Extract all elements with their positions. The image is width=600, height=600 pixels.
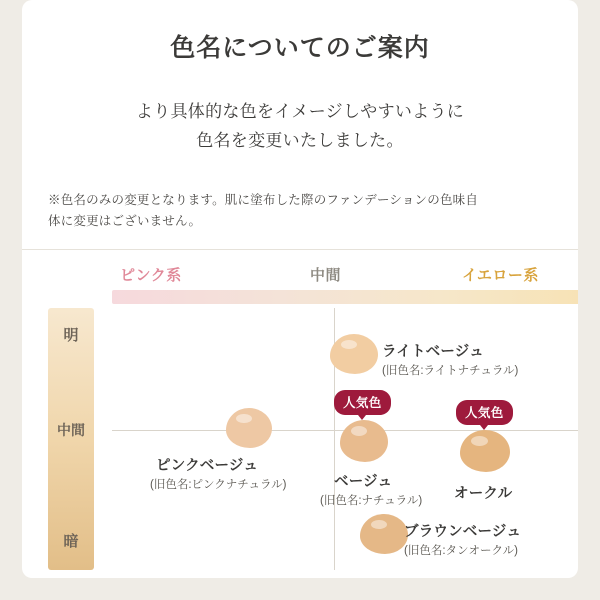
row-label-middle: 中間 xyxy=(57,421,85,438)
badge-popular-ochre: 人気色 xyxy=(456,400,513,425)
swatch-sublabel-pink-beige: (旧色名:ピンクナチュラル) xyxy=(150,478,287,491)
note-line-1: ※色名のみの変更となります。肌に塗布した際のファンデーションの色味自 xyxy=(48,193,479,207)
swatch-label-brown-beige: ブラウンベージュ xyxy=(404,523,522,540)
lead-line-1: より具体的な色をイメージしやすいように xyxy=(135,101,465,121)
column-header-middle: 中間 xyxy=(310,266,342,284)
info-card xyxy=(22,0,578,578)
divider xyxy=(22,249,578,250)
swatch-label-pink-beige: ピンクベージュ xyxy=(156,457,259,474)
column-header-yellow: イエロー系 xyxy=(462,266,539,284)
swatch-sublabel-beige: (旧色名:ナチュラル) xyxy=(320,494,423,507)
note-text xyxy=(48,190,552,233)
swatch-blob-brown-beige xyxy=(360,514,408,554)
note-line-2: 体に変更はございません。 xyxy=(48,214,202,229)
badge-popular-beige: 人気色 xyxy=(334,390,391,415)
swatch-sublabel-brown-beige: (旧色名:タンオークル) xyxy=(404,544,519,557)
row-label-bar xyxy=(48,308,94,570)
swatch-label-light-beige: ライトベージュ xyxy=(382,343,484,360)
column-header-pink: ピンク系 xyxy=(120,266,182,284)
swatch-label-ochre: オークル xyxy=(454,485,513,502)
swatch-blob-pink-beige xyxy=(226,408,272,448)
swatch-blob-beige xyxy=(340,420,388,462)
page-title: 色名についてのご案内 xyxy=(170,34,430,62)
color-matrix xyxy=(48,264,552,579)
matrix-plot xyxy=(112,308,578,570)
swatch-blob-ochre xyxy=(460,430,510,472)
swatch-blob-light-beige xyxy=(330,334,378,374)
lead-line-2: 色名を変更いたしました。 xyxy=(196,131,404,151)
column-gradient-bar xyxy=(112,290,578,304)
lead-text xyxy=(48,97,552,157)
row-label-bright: 明 xyxy=(63,326,79,344)
row-label-dark: 暗 xyxy=(63,532,79,550)
swatch-label-beige: ベージュ xyxy=(334,473,393,490)
swatch-sublabel-light-beige: (旧色名:ライトナチュラル) xyxy=(382,364,519,377)
